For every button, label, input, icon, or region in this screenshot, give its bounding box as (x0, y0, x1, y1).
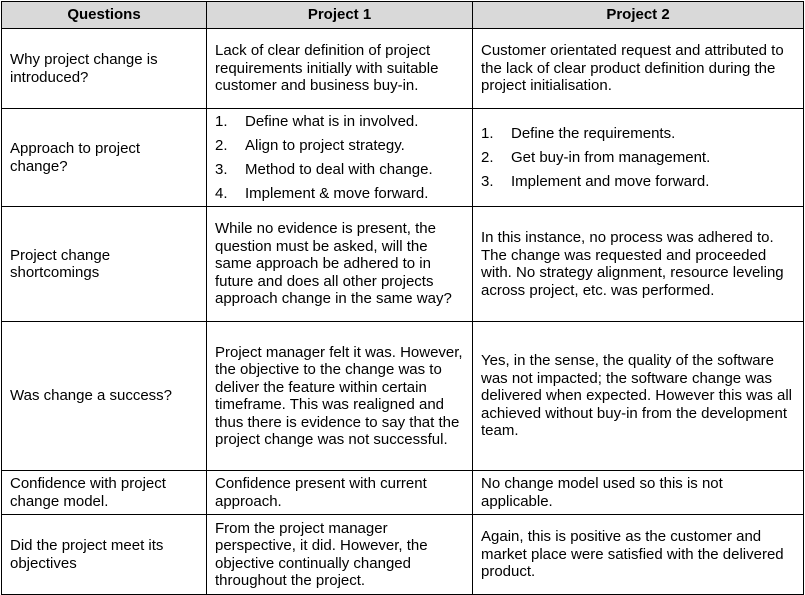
header-questions: Questions (2, 2, 207, 29)
list-item (215, 110, 464, 134)
list-item (481, 146, 795, 170)
project-1-cell: Lack of clear definition of project requirements initially with suitable customer and business buy-in. (207, 29, 473, 109)
header-project-2: Project 2 (473, 2, 804, 29)
project-1-cell (207, 109, 473, 207)
project-2-cell: In this instance, no process was adhered to. The change was requested and proceeded with. No strategy alignment, resource leveling across project, etc. was performed. (473, 207, 804, 322)
project-1-steps-list (215, 110, 464, 206)
table-row (2, 471, 804, 515)
table-row (2, 29, 804, 109)
header-row (2, 2, 804, 29)
step-number: 4. (215, 184, 228, 202)
step-number: 1. (481, 124, 494, 142)
list-item (215, 134, 464, 158)
list-item (215, 182, 464, 206)
step-number: 2. (215, 136, 228, 154)
comparison-table (1, 1, 804, 595)
project-2-cell: Yes, in the sense, the quality of the software was not impacted; the software change was delivered when expected. However this was all achieved without buy-in from the development team. (473, 322, 804, 471)
question-cell: Was change a success? (2, 322, 207, 471)
question-cell: Approach to project change? (2, 109, 207, 207)
list-item (481, 122, 795, 146)
project-1-cell: Confidence present with current approach. (207, 471, 473, 515)
step-number: 3. (215, 160, 228, 178)
step-text: Define what is in involved. (245, 112, 419, 130)
question-cell: Project change shortcomings (2, 207, 207, 322)
step-text: Implement and move forward. (511, 172, 710, 190)
step-number: 2. (481, 148, 494, 166)
question-cell: Why project change is introduced? (2, 29, 207, 109)
step-text: Define the requirements. (511, 124, 676, 142)
project-1-cell: While no evidence is present, the question must be asked, will the same approach be adhered to in future and does all other projects approach change in the same way? (207, 207, 473, 322)
list-item (481, 170, 795, 194)
question-cell: Confidence with project change model. (2, 471, 207, 515)
step-text: Align to project strategy. (245, 136, 405, 154)
project-2-cell: No change model used so this is not applicable. (473, 471, 804, 515)
table-row (2, 515, 804, 595)
project-2-steps-list (481, 122, 795, 194)
table-row (2, 207, 804, 322)
step-text: Get buy-in from management. (511, 148, 711, 166)
step-number: 3. (481, 172, 494, 190)
project-2-cell (473, 109, 804, 207)
table-row (2, 322, 804, 471)
project-2-cell: Again, this is positive as the customer and market place were satisfied with the delivered product. (473, 515, 804, 595)
step-text: Method to deal with change. (245, 160, 433, 178)
project-2-cell: Customer orientated request and attributed to the lack of clear product definition during the project initialisation. (473, 29, 804, 109)
step-text: Implement & move forward. (245, 184, 429, 202)
project-1-cell: Project manager felt it was. However, the objective to the change was to deliver the feature within certain timeframe. This was realigned and thus there is evidence to say that the project change was not successful. (207, 322, 473, 471)
question-cell: Did the project meet its objectives (2, 515, 207, 595)
header-project-1: Project 1 (207, 2, 473, 29)
step-number: 1. (215, 112, 228, 130)
list-item (215, 158, 464, 182)
table-row (2, 109, 804, 207)
project-1-cell: From the project manager perspective, it did. However, the objective continually changed throughout the project. (207, 515, 473, 595)
